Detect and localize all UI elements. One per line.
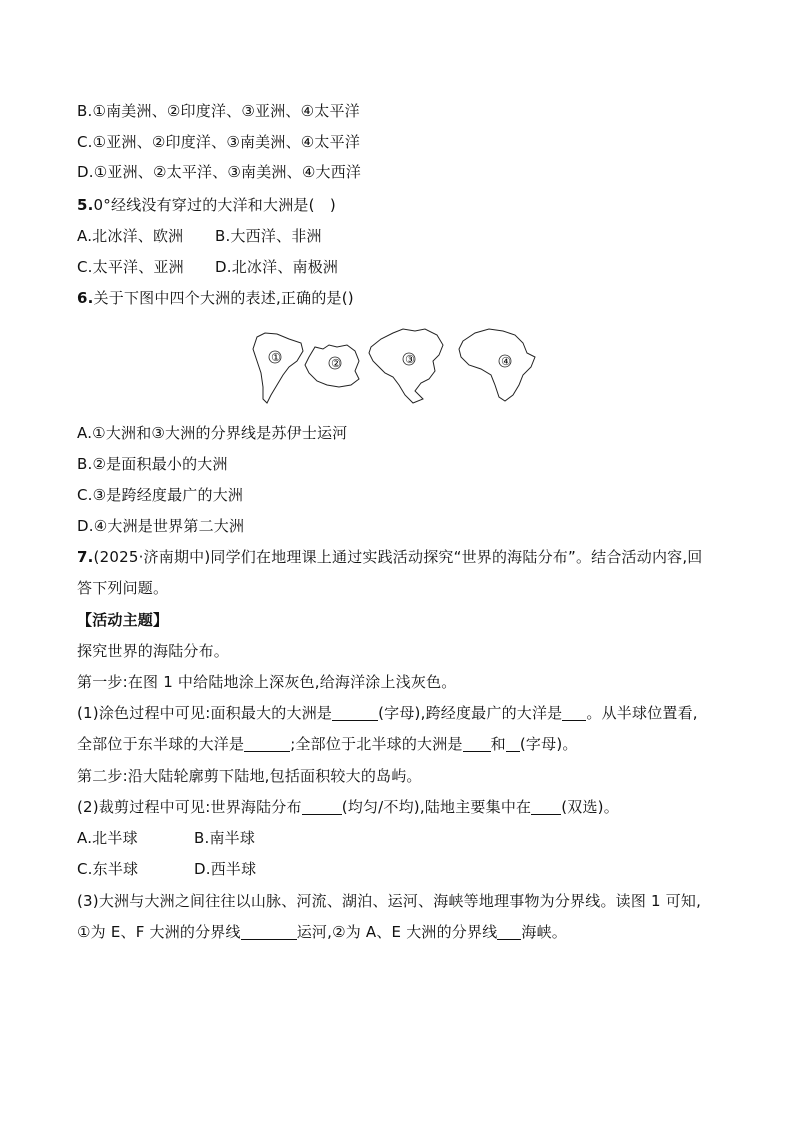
part3-text-a: ①为 E、F 大洲的分界线 [77,923,241,941]
part2-line [77,797,619,817]
part1-text-g: (字母)。 [519,735,578,753]
q4-option-c: C.①亚洲、②印度洋、③南美洲、④太平洋 [77,133,361,151]
q4-option-b: B.①南美洲、②印度洋、③亚洲、④太平洋 [77,102,360,120]
q6-number: 6. [77,289,94,307]
part1-text-d: 全部位于东半球的大洋是 [77,735,245,753]
part2-option-a: A.北半球 [77,829,138,847]
activity-theme-heading: 【活动主题】 [77,611,169,629]
blank-canal[interactable] [241,923,297,940]
part2-option-c: C.东半球 [77,860,139,878]
continents-map-figure [243,325,543,407]
south-america-outline [253,333,303,403]
activity-theme-text: 探究世界的海陆分布。 [77,642,230,660]
q6-stem-line [77,288,354,308]
q4-option-d: D.①亚洲、②太平洋、③南美洲、④大西洋 [77,163,362,181]
part1-text-b: (字母),跨经度最广的大洋是 [378,704,563,722]
map-label-4: ④ [501,355,511,368]
part2-options-row2 [77,859,256,879]
q5-options-row2 [77,257,338,277]
part1-text-c: 。从半球位置看, [586,704,698,722]
blank-distribution[interactable] [302,798,342,815]
part3-line2 [77,922,567,942]
q5-stem-line [77,195,336,215]
part1-text-a: (1)涂色过程中可见:面积最大的大洲是 [77,704,333,722]
q5-stem: 0°经线没有穿过的大洋和大洲是( ) [93,196,336,214]
q6-stem: 关于下图中四个大洲的表述,正确的是() [93,289,354,307]
step2-text: 第二步:沿大陆轮廓剪下陆地,包括面积较大的岛屿。 [77,767,422,785]
q5-number: 5. [77,196,94,214]
q7-stem-line2: 答下列问题。 [77,579,169,597]
part1-line1 [77,703,698,723]
part1-text-e: ;全部位于北半球的大洲是 [290,735,463,753]
q7-number: 7. [77,548,94,566]
q5-option-d: D.北冰洋、南极洲 [215,258,339,276]
q6-option-c: C.③是跨经度最广的大洲 [77,486,244,504]
map-label-1: ① [271,351,281,364]
part1-line2 [77,734,578,754]
blank-strait[interactable] [497,923,521,940]
part2-text-a: (2)裁剪过程中可见:世界海陆分布 [77,798,302,816]
part1-text-f: 和 [490,735,506,753]
map-label-2: ② [331,357,341,370]
part3-text-b: 运河,②为 A、E 大洲的分界线 [296,923,498,941]
map-label-3: ③ [405,353,415,366]
part2-text-b: (均匀/不均),陆地主要集中在 [341,798,532,816]
blank-eastern-ocean[interactable] [244,735,290,752]
q5-option-b: B.大西洋、非洲 [215,227,322,245]
part3-line1: (3)大洲与大洲之间往往以山脉、河流、湖泊、运河、海峡等地理事物为分界线。读图 1 可知, [77,892,702,910]
step1-text: 第一步:在图 1 中给陆地涂上深灰色,给海洋涂上浅灰色。 [77,673,457,691]
blank-land-concentration[interactable] [531,798,561,815]
africa-outline [459,329,535,401]
blank-widest-ocean[interactable] [562,704,586,721]
q6-option-a: A.①大洲和③大洲的分界线是苏伊士运河 [77,424,348,442]
q7-stem: (2025·济南期中)同学们在地理课上通过实践活动探究“世界的海陆分布”。结合活动内容,回 [93,548,703,566]
q5-option-a: A.北冰洋、欧洲 [77,227,184,245]
blank-northern-continent-2[interactable] [506,735,520,752]
q5-options-row1 [77,226,322,246]
q7-stem-line1 [77,547,703,567]
blank-largest-continent[interactable] [332,704,378,721]
q6-option-b: B.②是面积最小的大洲 [77,455,228,473]
part2-option-b: B.南半球 [194,829,256,847]
blank-northern-continent-1[interactable] [463,735,491,752]
part2-text-c: (双选)。 [561,798,619,816]
q5-option-c: C.太平洋、亚洲 [77,258,184,276]
q6-option-d: D.④大洲是世界第二大洲 [77,517,245,535]
part3-text-c: 海峡。 [521,923,568,941]
part2-options-row1 [77,828,255,848]
part2-option-d: D.西半球 [194,860,257,878]
asia-outline [369,329,443,403]
